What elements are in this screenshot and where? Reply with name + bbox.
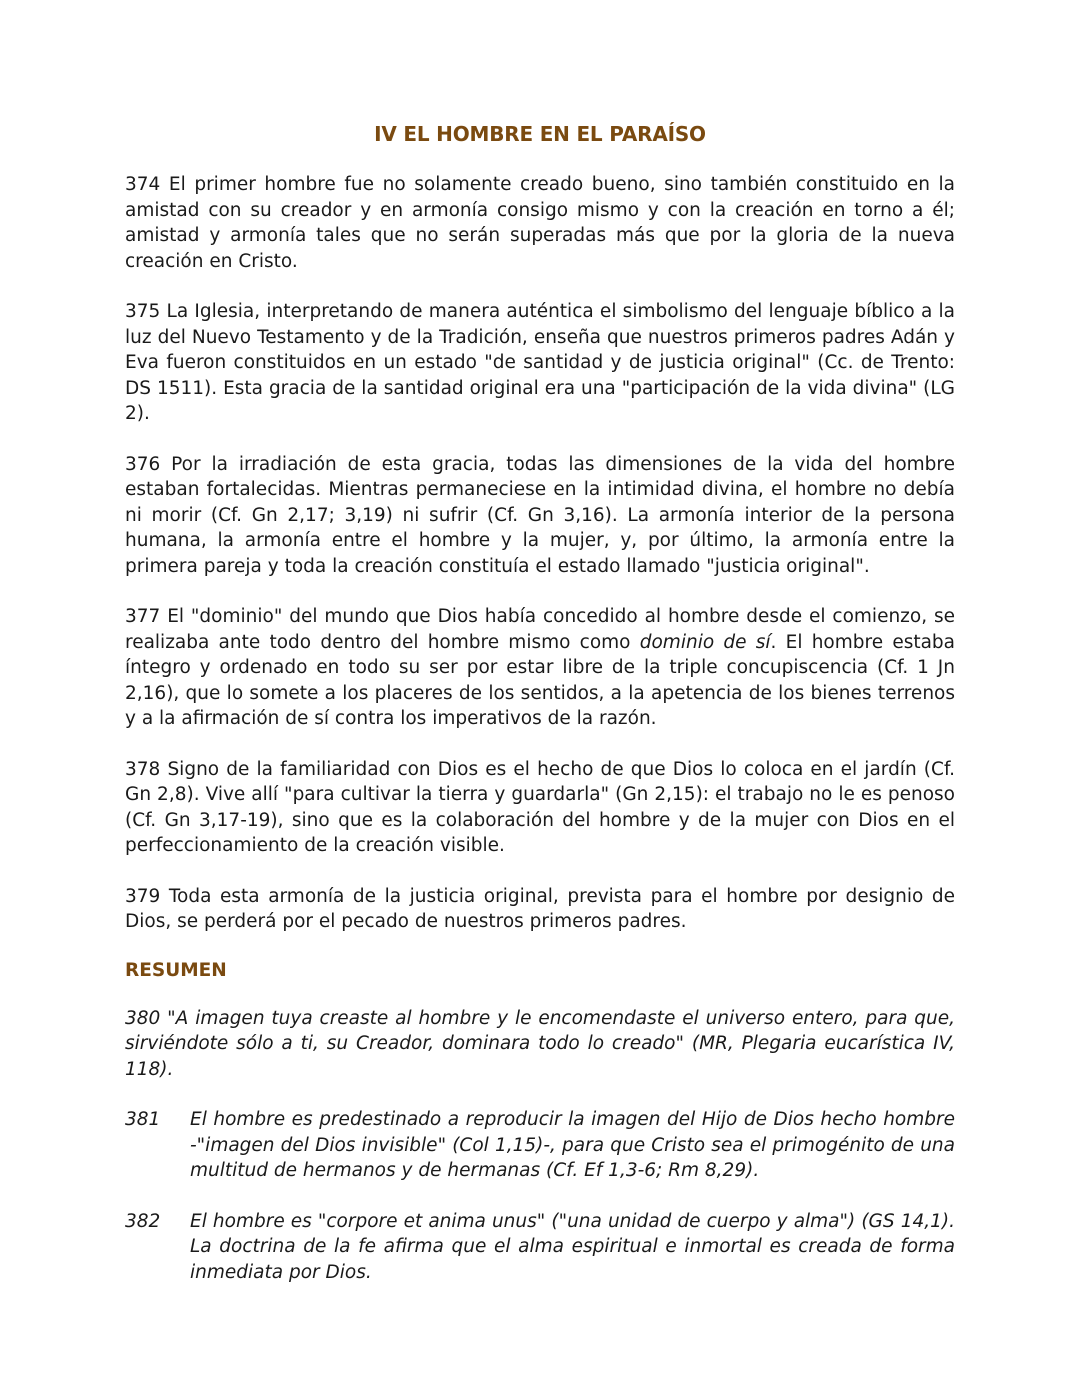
section-title: IV EL HOMBRE EN EL PARAÍSO (374, 122, 706, 146)
paragraph-374: 374 El primer hombre fue no solamente creado bueno, sino también constituido en la amistad con su creador y en armonía consigo mismo y con la creación en torno a él; amistad y armonía tales que no serán superadas más que por la gloria de la nueva creación en Cristo. (125, 174, 955, 272)
summary-paragraph-380: 380 "A imagen tuya creaste al hombre y le encomendaste el universo entero, para que, sirviéndote sólo a ti, su Creador, dominara todo lo creado" (MR, Plegaria eucarística IV, 118). (125, 1007, 955, 1080)
summary-heading: RESUMEN (125, 959, 227, 981)
paragraph-376: 376 Por la irradiación de esta gracia, todas las dimensiones de la vida del hombre estaban fortalecidas. Mientras permaneciese en la intimidad divina, el hombre no debía ni morir (Cf. Gn 2,17; 3,19) ni sufrir (Cf. Gn 3,16). La armonía interior de la persona humana, la armonía entre el hombre y la mujer, y, por último, la armonía entre la primera pareja y toda la creación constituía el estado llamado "justicia original". (125, 453, 955, 577)
paragraph-375: 375 La Iglesia, interpretando de manera auténtica el simbolismo del lenguaje bíblico a la luz del Nuevo Testamento y de la Tradición, enseña que nuestros primeros padres Adán y Eva fueron constituidos en un estado "de santidad y de justicia original" (Cc. de Trento: DS 1511). Esta gracia de la santidad original era una "participación de la vida divina" (LG 2). (125, 301, 955, 424)
paragraph-377-part-b: . El hombre estaba íntegro y ordenado en todo su ser por estar libre de la triple concupiscencia (Cf. 1 Jn 2,16), que lo somete a los placeres de los sentidos, a la apetencia de los bienes terrenos y a la afirmación de sí contra los imperativos de la razón. (125, 631, 956, 729)
summary-item-text: El hombre es predestinado a reproducir la imagen del Hijo de Dios hecho hombre -"imagen del Dios invisible" (Col 1,15)-, para que Cristo sea el primogénito de una multitud de hermanos y de hermanas (Cf. Ef 1,3-6; Rm 8,29). (190, 1109, 955, 1181)
paragraph-379: 379 Toda esta armonía de la justicia original, prevista para el hombre por designio de Dios, se perderá por el pecado de nuestros primeros padres. (125, 885, 955, 932)
summary-item-381 (125, 1107, 955, 1184)
summary-item-382 (125, 1209, 955, 1286)
summary-item-number: 381 (125, 1109, 161, 1130)
document-page (125, 122, 955, 1310)
summary-item-number: 382 (125, 1210, 161, 1232)
paragraph-377 (125, 604, 955, 732)
summary-item-text: El hombre es "corpore et anima unus" ("una unidad de cuerpo y alma") (GS 14,1). La doctrina de la fe afirma que el alma espiritual e inmortal es creada de forma inmediata por Dios. (190, 1210, 955, 1283)
paragraph-378: 378 Signo de la familiaridad con Dios es el hecho de que Dios lo coloca en el jardín (Cf. Gn 2,8). Vive allí "para cultivar la tierra y guardarla" (Gn 2,15): el trabajo no le es penoso (Cf. Gn 3,17-19), sino que es la colaboración del hombre y de la mujer con Dios en el perfeccionamiento de la creación visible. (125, 758, 955, 856)
paragraph-377-emphasis: dominio de sí (639, 631, 771, 653)
paragraph-377-part-a: 377 El "dominio" del mundo que Dios había concedido al hombre desde el comienzo, se realizaba ante todo dentro del hombre mismo como (125, 606, 955, 653)
